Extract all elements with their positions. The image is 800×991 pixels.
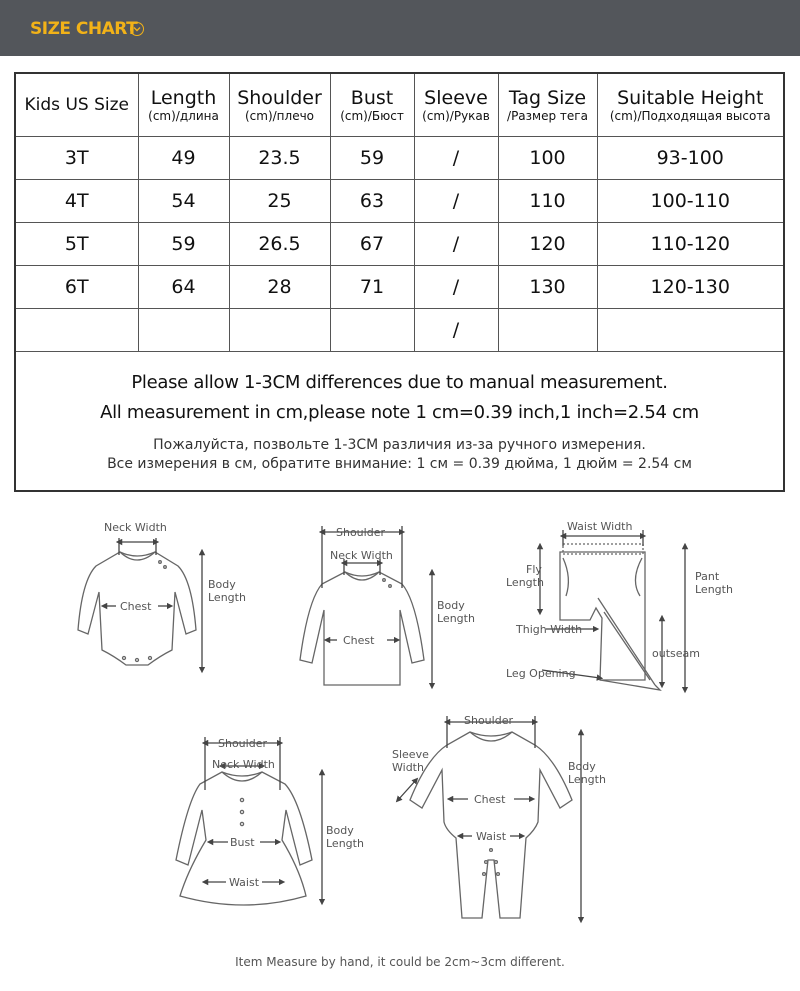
pants-pant-label: Pant	[695, 570, 720, 583]
table-row	[16, 308, 783, 351]
cell-tag-size: 100	[498, 136, 597, 179]
tshirt-neck-width-label: Neck Width	[330, 549, 393, 562]
dress-neck-width-label: Neck Width	[212, 758, 275, 771]
romper-waist-label: Waist	[476, 830, 507, 843]
cell-shoulder: 26.5	[229, 222, 330, 265]
romper-shoulder-label: Shoulder	[464, 714, 513, 727]
cell-tag-size: 110	[498, 179, 597, 222]
cell-length	[138, 308, 229, 351]
cell-bust: 59	[330, 136, 414, 179]
cell-bust: 63	[330, 179, 414, 222]
pants-fly-length-label: Length	[506, 576, 544, 589]
bodysuit-neck-width-label: Neck Width	[104, 521, 167, 534]
measurement-notes	[16, 351, 783, 490]
note-english-2: All measurement in cm,please note 1 cm=0.39 inch,1 inch=2.54 cm	[100, 402, 699, 423]
tshirt-length-label: Length	[437, 612, 475, 625]
table-row	[16, 222, 783, 265]
cell-size: 3T	[16, 136, 138, 179]
table-row	[16, 179, 783, 222]
header-sleeve: Sleeve (cm)/Рукав	[414, 74, 498, 136]
note-english-1: Please allow 1-3CM differences due to manual measurement.	[131, 372, 668, 393]
bodysuit-length-label: Length	[208, 591, 246, 604]
tshirt-body-label: Body	[437, 599, 465, 612]
header-length: Length (cm)/длина	[138, 74, 229, 136]
cell-sleeve: /	[414, 265, 498, 308]
dress-waist-label: Waist	[229, 876, 260, 889]
cell-sleeve: /	[414, 308, 498, 351]
cell-size	[16, 308, 138, 351]
cell-length: 64	[138, 265, 229, 308]
cell-shoulder	[229, 308, 330, 351]
cell-height: 93-100	[597, 136, 783, 179]
cell-shoulder: 25	[229, 179, 330, 222]
tshirt-shoulder-label: Shoulder	[336, 526, 385, 539]
romper-diagram	[410, 732, 572, 918]
cell-tag-size: 120	[498, 222, 597, 265]
cell-size: 4T	[16, 179, 138, 222]
romper-sleeve-label: Sleeve	[392, 748, 429, 761]
romper-sleeve-width-label: Width	[392, 761, 424, 774]
size-chart-box	[14, 72, 785, 492]
pants-thigh-width-label: Thigh Width	[516, 623, 583, 636]
cell-size: 6T	[16, 265, 138, 308]
cell-height: 100-110	[597, 179, 783, 222]
header-tag-size: Tag Size /Размер тега	[498, 74, 597, 136]
tshirt-chest-label: Chest	[343, 634, 375, 647]
size-chart-title: SIZE CHART	[30, 19, 138, 39]
dress-length-label: Length	[326, 837, 364, 850]
note-russian-1: Пожалуйста, позвольте 1-3CM различия из-за ручного измерения.	[153, 437, 646, 453]
header-suitable-height: Suitable Height (cm)/Подходящая высота	[597, 74, 783, 136]
table-row	[16, 136, 783, 179]
note-russian-2: Все измерения в см, обратите внимание: 1 см = 0.39 дюйма, 1 дюйм = 2.54 см	[107, 456, 692, 472]
header-bust: Bust (cm)/Бюст	[330, 74, 414, 136]
dress-bust-label: Bust	[230, 836, 255, 849]
cell-tag-size: 130	[498, 265, 597, 308]
cell-height	[597, 308, 783, 351]
pants-waist-width-label: Waist Width	[567, 520, 633, 533]
cell-length: 59	[138, 222, 229, 265]
pants-fly-label: Fly	[526, 563, 542, 576]
dress-body-label: Body	[326, 824, 354, 837]
pants-pant-length-label: Length	[695, 583, 733, 596]
chevron-down-icon	[130, 22, 144, 36]
diagrams-svg	[0, 500, 800, 940]
bodysuit-chest-label: Chest	[120, 600, 152, 613]
cell-length: 54	[138, 179, 229, 222]
table-header-row	[16, 74, 783, 136]
header-bar	[0, 0, 800, 56]
romper-length-label: Length	[568, 773, 606, 786]
measurement-diagrams	[0, 500, 800, 940]
cell-bust: 71	[330, 265, 414, 308]
size-table	[16, 74, 783, 352]
cell-size: 5T	[16, 222, 138, 265]
cell-shoulder: 28	[229, 265, 330, 308]
pants-leg-opening-label: Leg Opening	[506, 667, 576, 680]
romper-chest-label: Chest	[474, 793, 506, 806]
cell-sleeve: /	[414, 179, 498, 222]
dress-shoulder-label: Shoulder	[218, 737, 267, 750]
header-shoulder: Shoulder (cm)/плечо	[229, 74, 330, 136]
header-kids-us-size: Kids US Size	[16, 74, 138, 136]
cell-sleeve: /	[414, 222, 498, 265]
cell-bust	[330, 308, 414, 351]
cell-bust: 67	[330, 222, 414, 265]
bodysuit-body-label: Body	[208, 578, 236, 591]
footer-note: Item Measure by hand, it could be 2cm~3cm different.	[235, 955, 565, 969]
tshirt-diagram	[300, 572, 424, 685]
cell-length: 49	[138, 136, 229, 179]
cell-height: 110-120	[597, 222, 783, 265]
cell-tag-size	[498, 308, 597, 351]
romper-body-label: Body	[568, 760, 596, 773]
pants-outseam-label: outseam	[652, 647, 700, 660]
table-row	[16, 265, 783, 308]
cell-sleeve: /	[414, 136, 498, 179]
cell-height: 120-130	[597, 265, 783, 308]
cell-shoulder: 23.5	[229, 136, 330, 179]
